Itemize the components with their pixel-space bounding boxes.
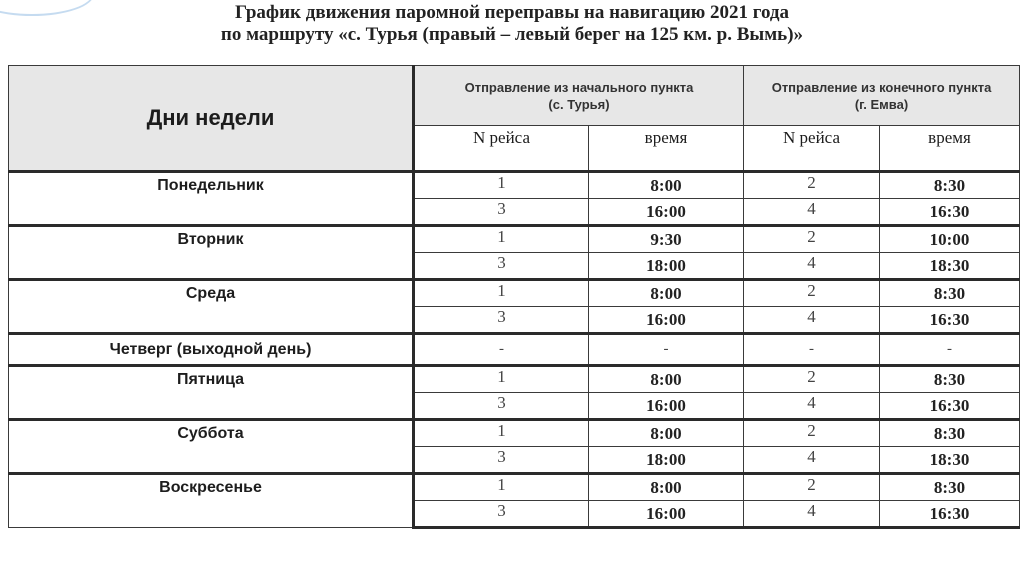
header-row-groups (9, 66, 1020, 126)
header-trip-no-end: N рейса (744, 126, 880, 172)
departure-time-end: 8:30 (880, 474, 1020, 501)
departure-time-end: 8:30 (880, 280, 1020, 307)
header-time-start: время (589, 126, 744, 172)
departure-time-end: 8:30 (880, 420, 1020, 447)
table-row (9, 474, 1020, 501)
day-name: Среда (9, 280, 414, 334)
header-trip-no-start: N рейса (414, 126, 589, 172)
trip-number-end: 4 (744, 307, 880, 334)
departure-time-end: - (880, 334, 1020, 366)
ferry-schedule-table (8, 65, 1020, 529)
departure-time-start: 8:00 (589, 172, 744, 199)
header-days (9, 66, 414, 172)
departure-time-end: 16:30 (880, 501, 1020, 528)
departure-time-end: 8:30 (880, 172, 1020, 199)
trip-number-start: 3 (414, 447, 589, 474)
trip-number-end: 2 (744, 474, 880, 501)
header-departure-start-place: (с. Турья) (548, 96, 610, 112)
trip-number-end: 2 (744, 420, 880, 447)
page-title: График движения паромной переправы на навигацию 2021 года (234, 2, 790, 23)
trip-number-end: 4 (744, 199, 880, 226)
departure-time-start: 8:00 (589, 280, 744, 307)
departure-time-start: 16:00 (589, 199, 744, 226)
departure-time-start: 16:00 (589, 501, 744, 528)
day-name: Понедельник (9, 172, 414, 226)
header-departure-start-label: Отправление из начального пункта (464, 79, 694, 95)
departure-time-end: 8:30 (880, 366, 1020, 393)
trip-number-end: 2 (744, 280, 880, 307)
day-name: Четверг (выходной день) (9, 334, 414, 366)
trip-number-end: 2 (744, 226, 880, 253)
trip-number-end: 4 (744, 501, 880, 528)
header-time-end: время (880, 126, 1020, 172)
trip-number-start: 3 (414, 501, 589, 528)
header-departure-start (414, 66, 744, 126)
departure-time-start: 8:00 (589, 474, 744, 501)
header-departure-end-place: (г. Емва) (854, 96, 909, 112)
table-row (9, 420, 1020, 447)
trip-number-end: 2 (744, 366, 880, 393)
departure-time-end: 16:30 (880, 199, 1020, 226)
trip-number-end: 4 (744, 393, 880, 420)
day-name: Суббота (9, 420, 414, 474)
departure-time-start: 8:00 (589, 420, 744, 447)
table-row (9, 226, 1020, 253)
header-departure-end (744, 66, 1020, 126)
departure-time-start: - (589, 334, 744, 366)
trip-number-start: 3 (414, 393, 589, 420)
trip-number-start: 1 (414, 280, 589, 307)
trip-number-end: 2 (744, 172, 880, 199)
day-name: Воскресенье (9, 474, 414, 528)
departure-time-start: 16:00 (589, 307, 744, 334)
trip-number-start: 1 (414, 420, 589, 447)
day-name: Вторник (9, 226, 414, 280)
trip-number-start: 3 (414, 253, 589, 280)
trip-number-end: 4 (744, 447, 880, 474)
trip-number-start: - (414, 334, 589, 366)
table-row (9, 172, 1020, 199)
trip-number-start: 1 (414, 226, 589, 253)
trip-number-start: 1 (414, 474, 589, 501)
day-name: Пятница (9, 366, 414, 420)
departure-time-end: 18:30 (880, 447, 1020, 474)
table-row (9, 334, 1020, 366)
header-days-label: Дни недели (146, 105, 275, 130)
departure-time-end: 18:30 (880, 253, 1020, 280)
trip-number-start: 1 (414, 366, 589, 393)
departure-time-start: 18:00 (589, 447, 744, 474)
departure-time-start: 9:30 (589, 226, 744, 253)
page-subtitle: по маршруту «с. Турья (правый – левый берег на 125 км. р. Вымь)» (220, 24, 804, 45)
departure-time-end: 16:30 (880, 393, 1020, 420)
departure-time-start: 18:00 (589, 253, 744, 280)
departure-time-start: 16:00 (589, 393, 744, 420)
trip-number-start: 3 (414, 307, 589, 334)
table-row (9, 280, 1020, 307)
departure-time-end: 10:00 (880, 226, 1020, 253)
departure-time-end: 16:30 (880, 307, 1020, 334)
trip-number-end: 4 (744, 253, 880, 280)
table-row (9, 366, 1020, 393)
trip-number-start: 3 (414, 199, 589, 226)
departure-time-start: 8:00 (589, 366, 744, 393)
trip-number-start: 1 (414, 172, 589, 199)
trip-number-end: - (744, 334, 880, 366)
header-departure-end-label: Отправление из конечного пункта (771, 79, 992, 95)
